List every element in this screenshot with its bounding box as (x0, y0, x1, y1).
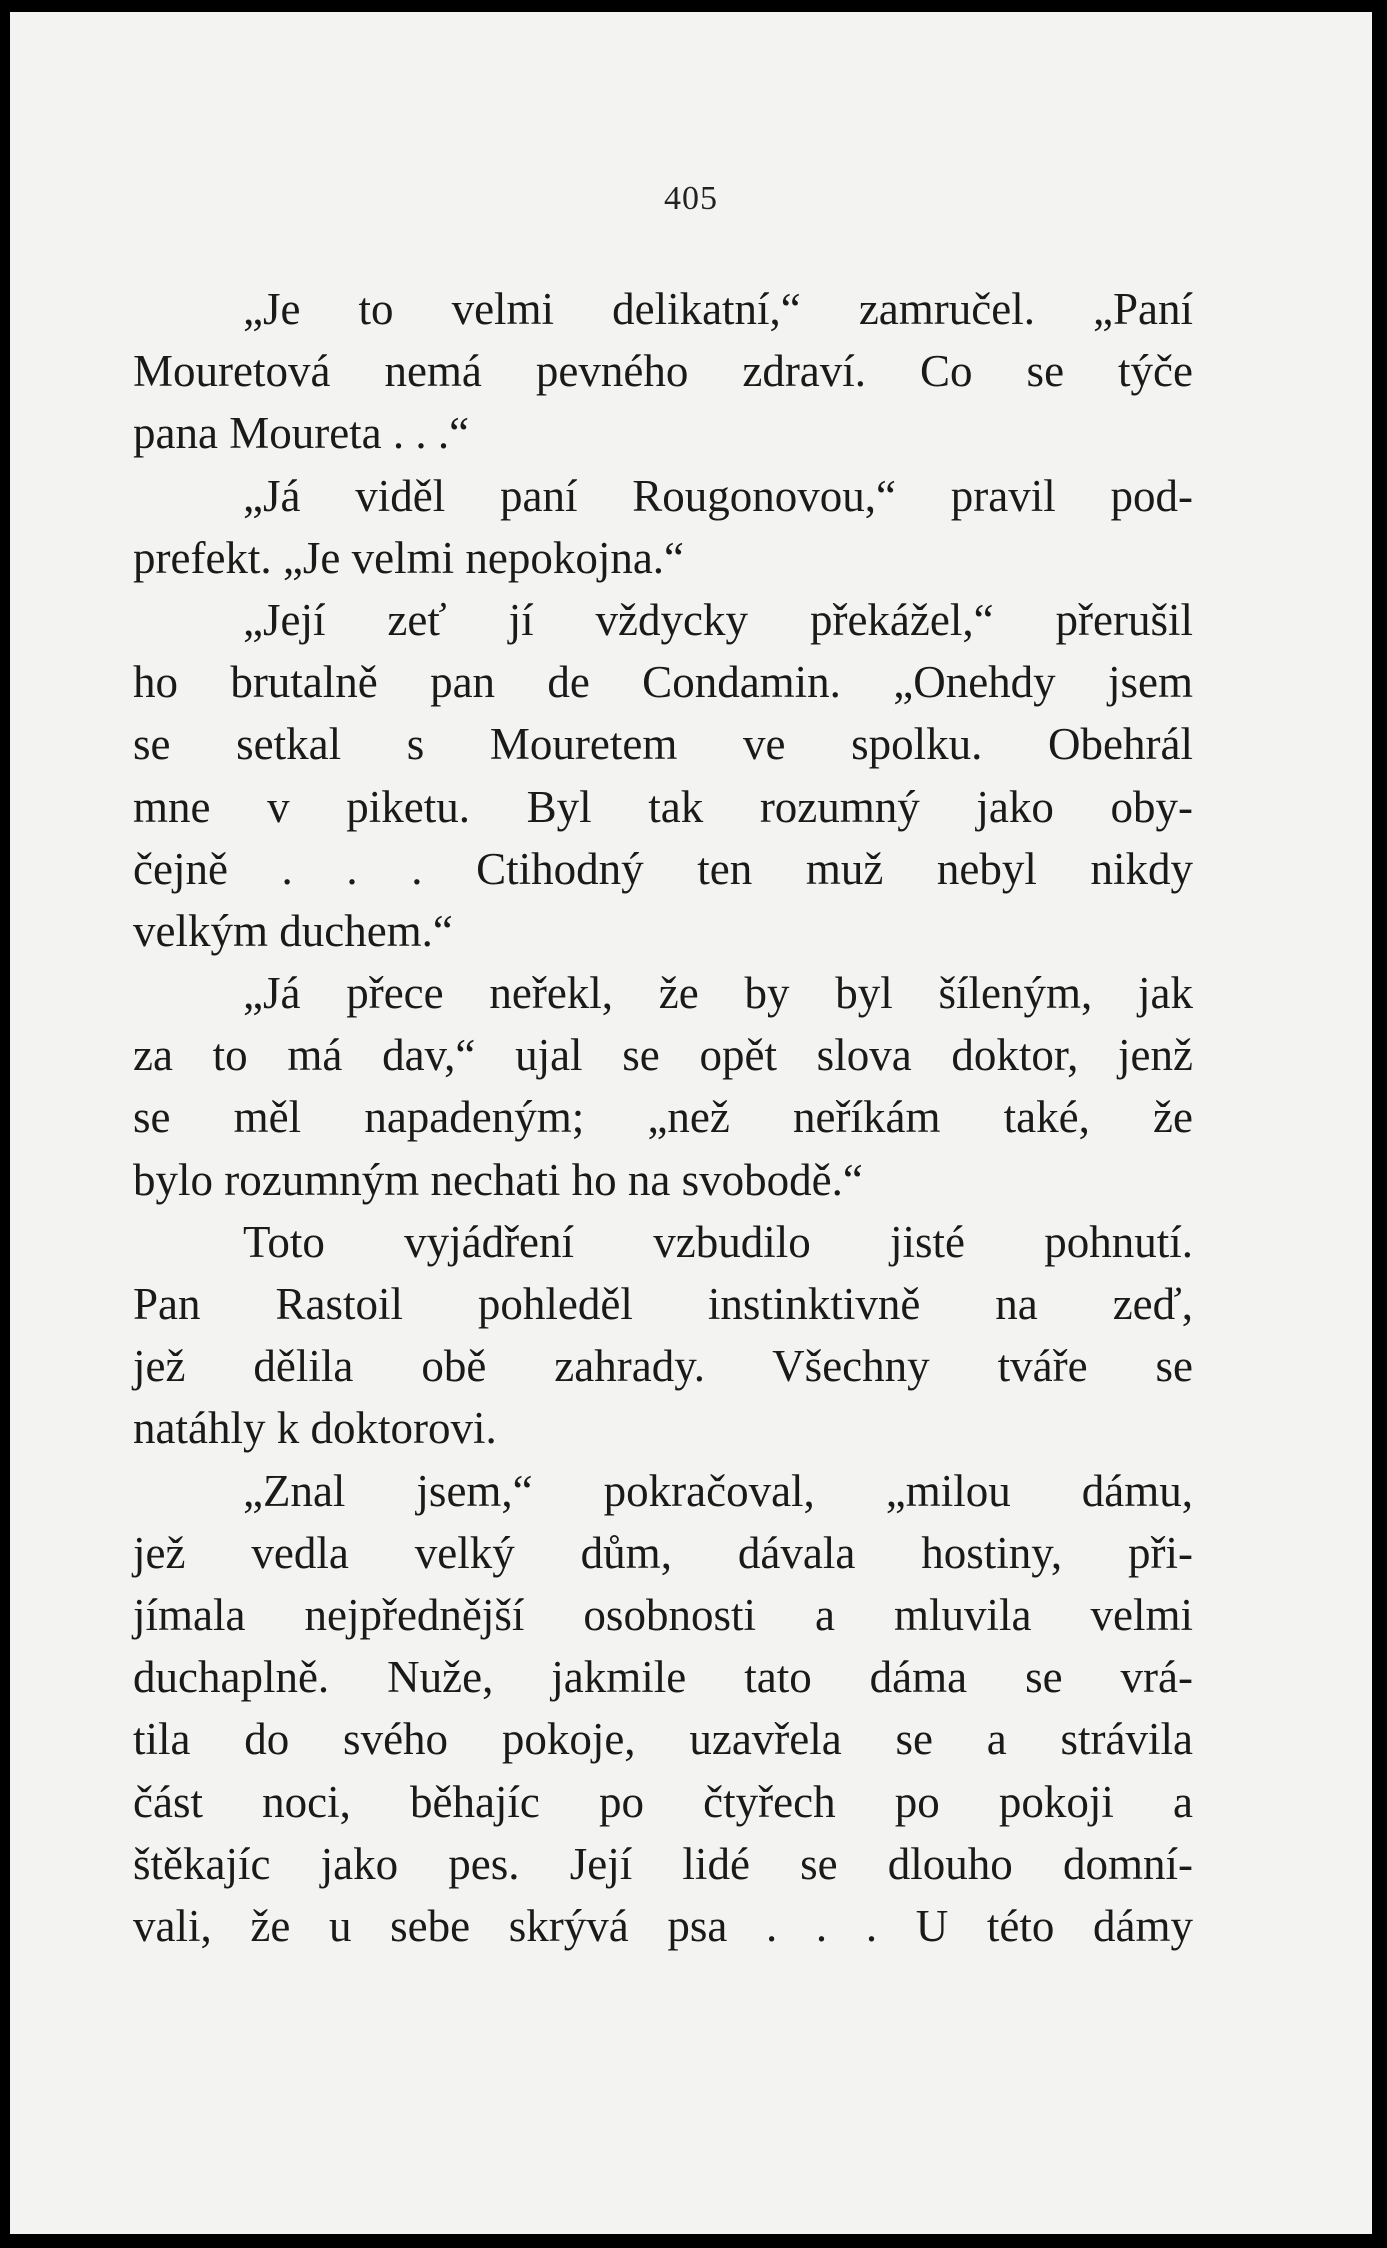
text-line: mne v piketu. Byl tak rozumný jako oby- (133, 781, 1193, 832)
paragraph (133, 465, 1193, 589)
body-text (133, 278, 1193, 1957)
text-line: prefekt. „Je velmi nepokojna.“ (133, 532, 685, 583)
paragraph (133, 589, 1193, 962)
text-line: „Je to velmi delikatní,“ zamručel. „Paní (243, 284, 1193, 334)
text-line: duchaplně. Nuže, jakmile tato dáma se vrá- (133, 1652, 1193, 1703)
text-line: štěkajíc jako pes. Její lidé se dlouho domní- (133, 1838, 1193, 1889)
text-line: za to má dav,“ ujal se opět slova doktor, jenž (133, 1030, 1193, 1081)
text-line: „Já viděl paní Rougonovou,“ pravil pod- (243, 470, 1193, 521)
text-line: velkým duchem.“ (133, 905, 453, 956)
text-line: vali, že u sebe skrývá psa . . . U této dámy (133, 1900, 1193, 1951)
text-line: Mouretová nemá pevného zdraví. Co se týče (133, 346, 1193, 397)
text-line: „Její zeť jí vždycky překážel,“ přerušil (243, 594, 1193, 645)
paragraph (133, 278, 1193, 465)
text-line: se měl napadeným; „než neříkám také, že (133, 1092, 1193, 1143)
page-number: 405 (664, 180, 718, 217)
text-line: jež vedla velký dům, dávala hostiny, při- (133, 1527, 1193, 1578)
text-line: pana Moureta . . .“ (133, 408, 470, 459)
paragraph (133, 1460, 1193, 1958)
text-line: Toto vyjádření vzbudilo jisté pohnutí. (243, 1216, 1193, 1267)
text-line: jímala nejpřednější osobnosti a mluvila velmi (133, 1589, 1193, 1640)
paragraph (133, 962, 1193, 1211)
text-line: jež dělila obě zahrady. Všechny tváře se (133, 1341, 1193, 1392)
text-line: čejně . . . Ctihodný ten muž nebyl nikdy (133, 843, 1193, 894)
text-line: tila do svého pokoje, uzavřela se a strávila (133, 1714, 1193, 1765)
text-line: natáhly k doktorovi. (133, 1403, 497, 1454)
book-page (10, 12, 1372, 2234)
text-line: část noci, běhajíc po čtyřech po pokoji a (133, 1776, 1193, 1827)
text-line: Pan Rastoil pohleděl instinktivně na zeď, (133, 1279, 1193, 1329)
text-line: ho brutalně pan de Condamin. „Onehdy jsem (133, 657, 1193, 708)
text-line: „Znal jsem,“ pokračoval, „milou dámu, (243, 1465, 1193, 1516)
text-line: „Já přece neřekl, že by byl šíleným, jak (243, 968, 1193, 1019)
text-line: se setkal s Mouretem ve spolku. Obehrál (133, 719, 1193, 770)
paragraph (133, 1211, 1193, 1460)
text-line: bylo rozumným nechati ho na svobodě.“ (133, 1154, 863, 1205)
